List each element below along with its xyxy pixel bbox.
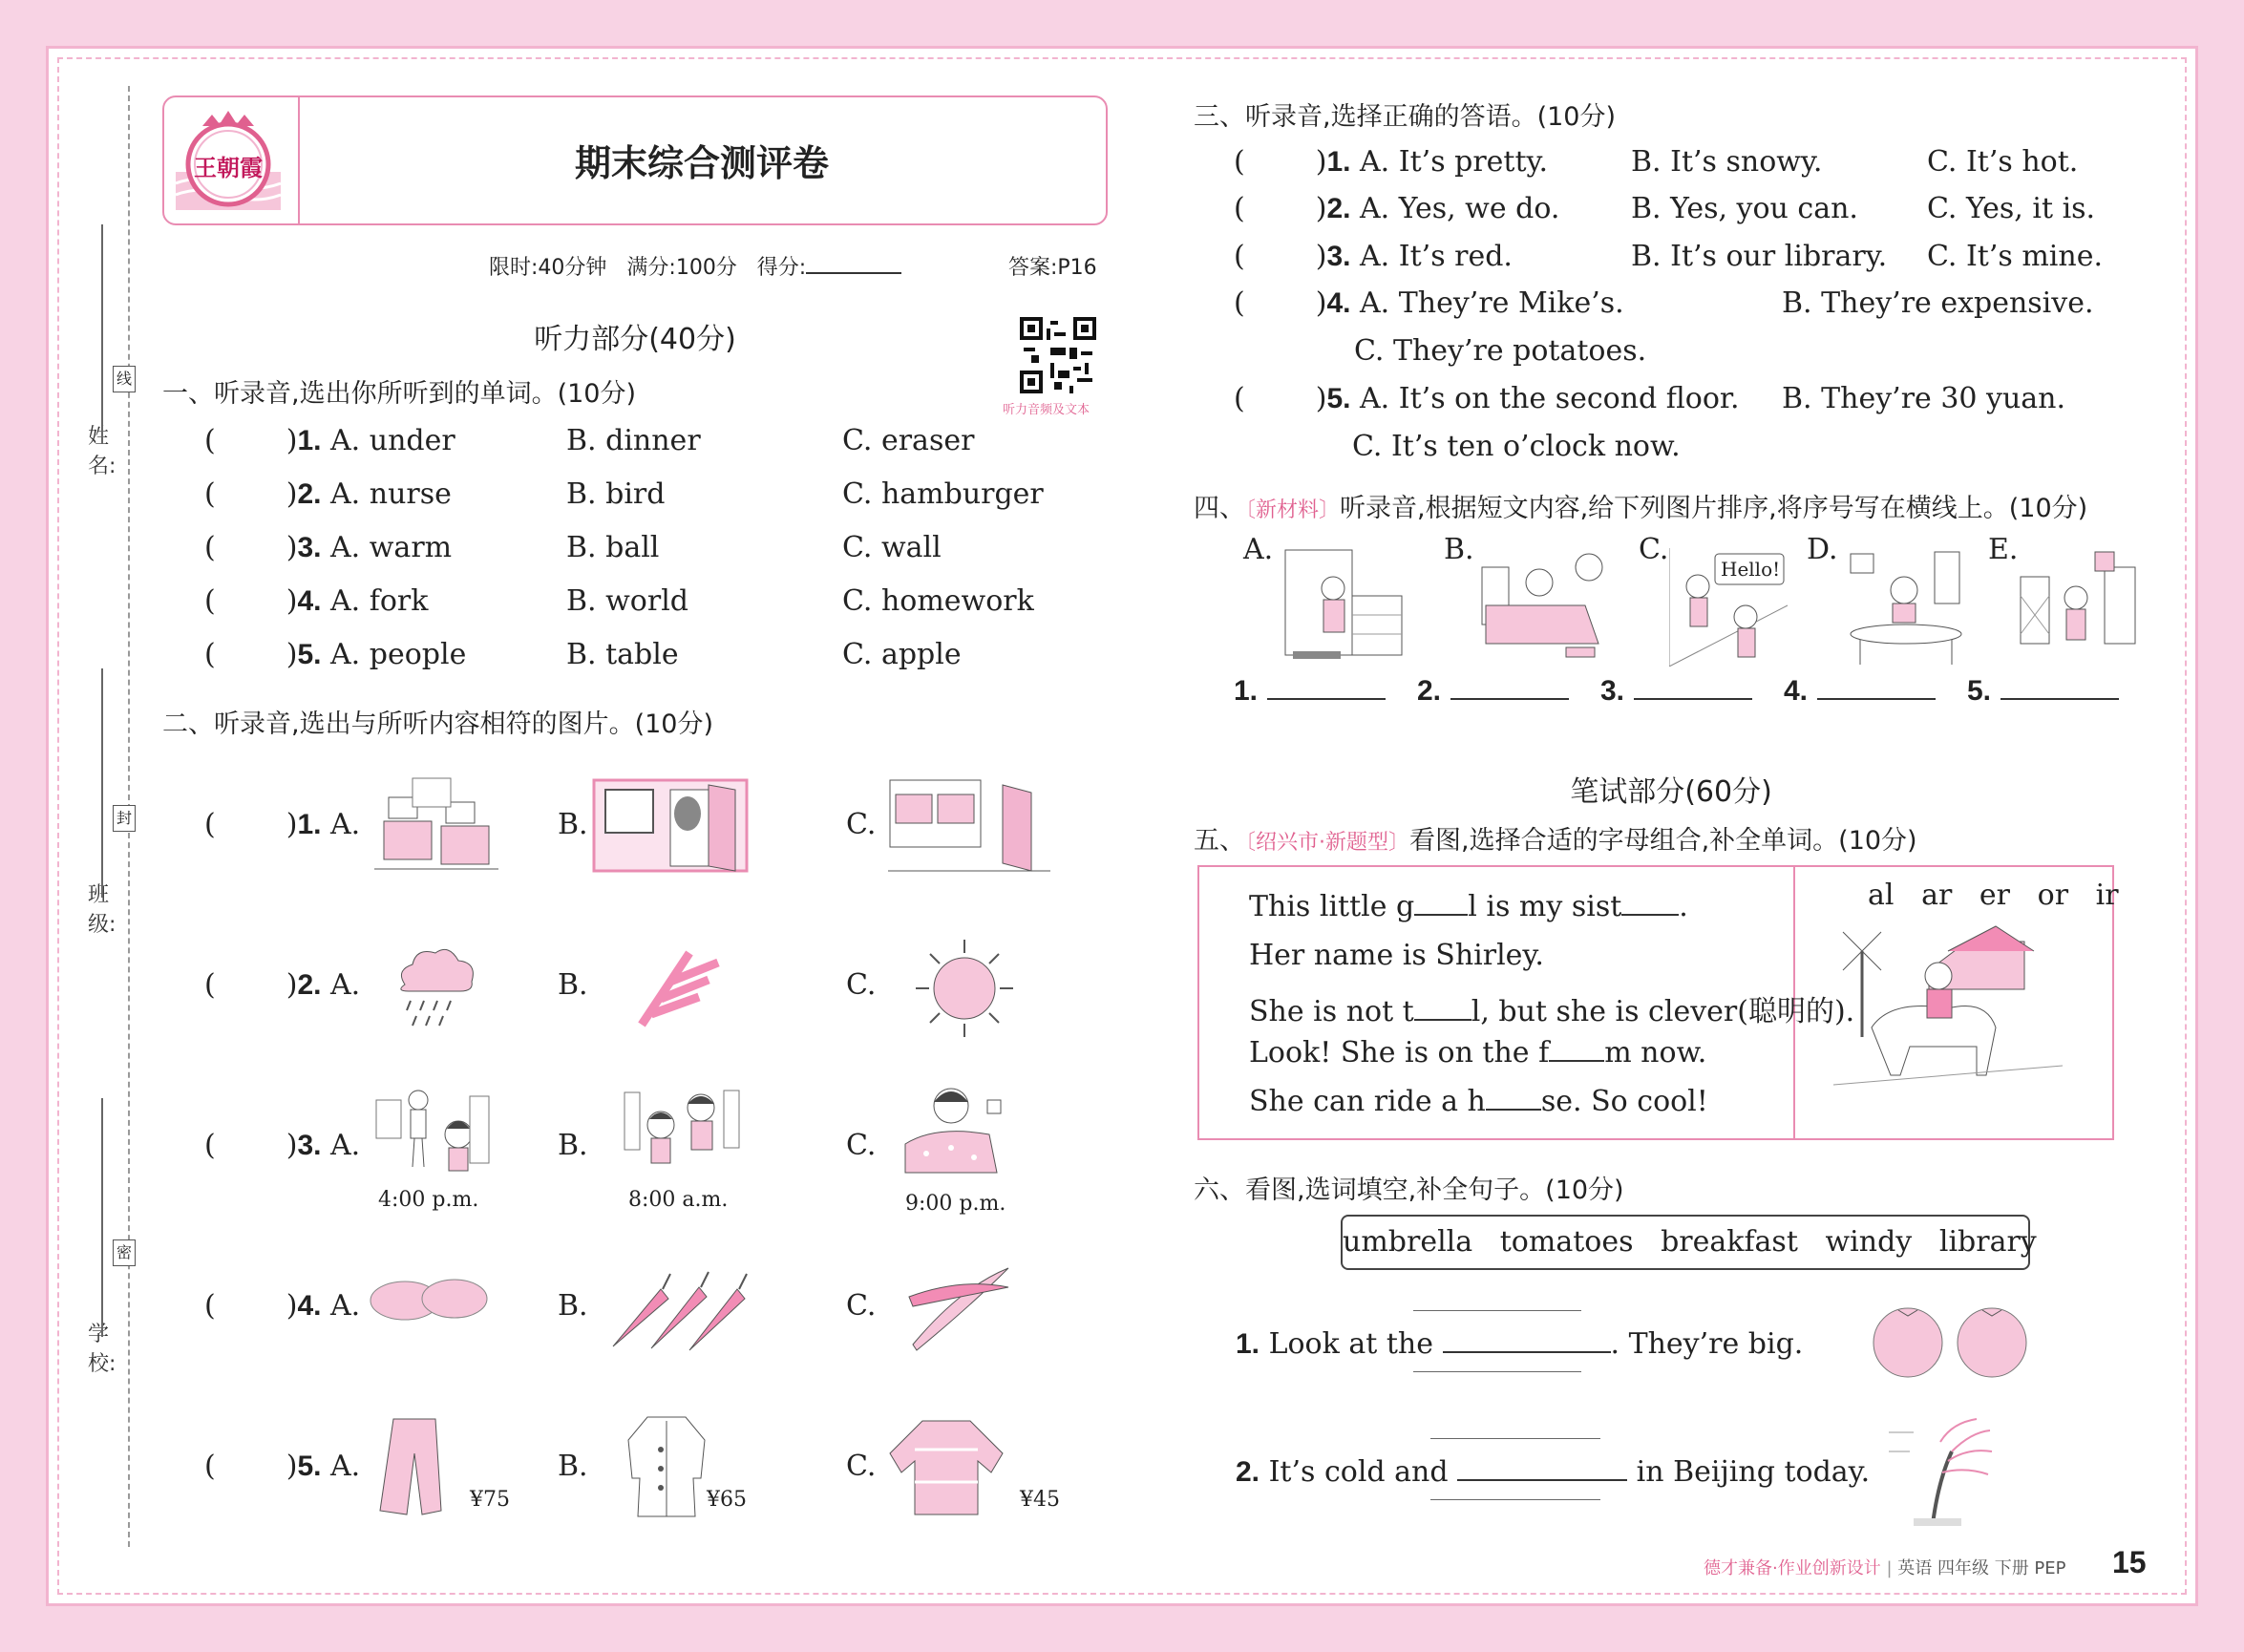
section-4-title: 四、〔新材料〕听录音,根据短文内容,给下列图片排序,将序号写在横线上。(10分) <box>1194 494 2088 523</box>
s6-blank-2[interactable] <box>1457 1479 1627 1481</box>
page-number: 15 <box>2112 1545 2147 1579</box>
s1-4-b: B. world <box>566 584 688 618</box>
s2-1-b-label: B. <box>558 808 588 841</box>
exam-meta: 限时:40分钟 满分:100分 得分: <box>489 251 901 281</box>
writing-heading: 笔试部分(60分) <box>1570 775 1772 809</box>
s3-item-5: ( )5. A. It’s on the second floor. <box>1234 382 1740 415</box>
s3-4-b: B. They’re expensive. <box>1782 286 2094 320</box>
s2-4-c-label: C. <box>846 1289 877 1323</box>
s4-answer-5: 5. <box>1967 674 2119 708</box>
s4-letter-d: D. <box>1807 533 1838 566</box>
s1-item-4: ( )4. A. fork <box>204 584 429 618</box>
s4-blank-5[interactable] <box>2001 698 2119 700</box>
s5-line-2: Her name is Shirley. <box>1249 939 1544 972</box>
s1-4-c: C. homework <box>842 584 1034 618</box>
s2-row-5: ( )5. A. <box>204 1450 361 1483</box>
s4-letter-c: C. <box>1639 533 1669 566</box>
s4-answer-2: 2. <box>1417 674 1569 708</box>
s2-1-c-label: C. <box>846 808 877 841</box>
price-c: ¥45 <box>1020 1488 1060 1512</box>
s3-2-c: C. Yes, it is. <box>1927 192 2096 225</box>
s2-2-b-label: B. <box>558 968 588 1002</box>
time-c: 9:00 p.m. <box>905 1192 1006 1216</box>
s6-question-2: 2. It’s cold and in Beijing today. <box>1236 1455 1871 1489</box>
s5-blank-5[interactable] <box>1486 1109 1541 1111</box>
rain-cloud-icon <box>386 942 481 1036</box>
s2-row-4: ( )4. A. <box>204 1289 361 1323</box>
time-a: 4:00 p.m. <box>378 1188 479 1212</box>
s1-item-2: ( )2. A. nurse <box>204 477 452 511</box>
afternoon-scene-image <box>370 1081 495 1190</box>
s1-item-5: ( )5. A. people <box>204 638 467 671</box>
sweater-image <box>884 1415 1008 1524</box>
qr-caption: 听力音频及文本 <box>1003 403 1090 417</box>
hello-bubble: Hello! <box>1721 558 1781 581</box>
s3-item-2: ( )2. A. Yes, we do. <box>1234 192 1560 225</box>
school-field[interactable] <box>101 1098 103 1337</box>
listening-heading: 听力部分(40分) <box>534 323 736 356</box>
s1-5-b: B. table <box>566 638 679 671</box>
s1-3-b: B. ball <box>566 531 660 564</box>
s2-row-1: ( )1. A. <box>204 808 361 841</box>
s3-1-c: C. It’s hot. <box>1927 145 2079 179</box>
seal-mark-2: 封 <box>113 805 136 832</box>
s5-line-4: Look! She is on the f m now. <box>1249 1036 1707 1070</box>
s1-3-c: C. wall <box>842 531 942 564</box>
s5-blank-1[interactable] <box>1414 914 1468 916</box>
s6-question-1: 1. Look at the . They’re big. <box>1236 1327 1804 1361</box>
s3-4-c: C. They’re potatoes. <box>1354 334 1647 368</box>
s5-line-1: This little g l is my sist . <box>1249 890 1688 923</box>
word-bank: umbrella tomatoes breakfast windy library <box>1341 1215 2030 1270</box>
classroom-door-image <box>888 775 1050 879</box>
s4-blank-1[interactable] <box>1267 698 1386 700</box>
page-title: 期末综合测评卷 <box>574 142 829 184</box>
s5-blank-3[interactable] <box>1414 1019 1471 1021</box>
s4-blank-3[interactable] <box>1634 698 1752 700</box>
name-label: 姓名: <box>88 425 116 478</box>
room-window-door-image <box>592 775 754 879</box>
green-beans-image <box>903 1259 1018 1358</box>
s6-blank-1[interactable] <box>1443 1351 1611 1353</box>
s4-letter-e: E. <box>1988 533 2019 566</box>
s3-1-b: B. It’s snowy. <box>1631 145 1823 179</box>
s4-answer-1: 1. <box>1234 674 1386 708</box>
windy-tree-image <box>1885 1413 2000 1532</box>
s1-2-c: C. hamburger <box>842 477 1044 511</box>
s3-5-b: B. They’re 30 yuan. <box>1782 382 2066 415</box>
s3-item-4: ( )4. A. They’re Mike’s. <box>1234 286 1624 320</box>
name-field[interactable] <box>101 224 103 444</box>
s2-3-c-label: C. <box>846 1129 877 1162</box>
potatoes-image <box>367 1270 491 1331</box>
footer-info: 德才兼备·作业创新设计 | 英语 四年级 下册 PEP <box>1704 1558 2066 1578</box>
tomatoes-image <box>1866 1303 2038 1383</box>
girl-riding-horse-image <box>1833 922 2063 1098</box>
s3-2-b: B. Yes, you can. <box>1631 192 1858 225</box>
s1-5-c: C. apple <box>842 638 962 671</box>
s3-item-3: ( )3. A. It’s red. <box>1234 240 1513 273</box>
s5-letter-options: al ar er or ir <box>1868 879 2119 912</box>
section-2-title: 二、听录音,选出与所听内容相符的图片。(10分) <box>162 710 714 739</box>
sun-icon <box>912 936 1017 1045</box>
s1-item-3: ( )3. A. warm <box>204 531 453 564</box>
carrots-image <box>603 1260 756 1360</box>
s5-line-3: She is not t l, but she is clever(聪明的). <box>1249 995 1855 1028</box>
class-field[interactable] <box>101 668 103 898</box>
s4-letter-a: A. <box>1243 533 1274 566</box>
section-3-title: 三、听录音,选择正确的答语。(10分) <box>1194 102 1617 132</box>
school-label: 学校: <box>88 1323 116 1376</box>
price-a: ¥75 <box>470 1488 510 1512</box>
seal-mark-1: 线 <box>113 366 136 392</box>
picture-a-door <box>1283 548 1404 667</box>
s4-answer-4: 4. <box>1784 674 1936 708</box>
s5-blank-2[interactable] <box>1621 914 1679 916</box>
s2-row-2: ( )2. A. <box>204 968 361 1002</box>
s2-4-b-label: B. <box>558 1289 588 1323</box>
section-5-title: 五、〔绍兴市·新题型〕看图,选择合适的字母组合,补全单词。(10分) <box>1194 826 1917 856</box>
class-label: 班级: <box>88 883 116 937</box>
s3-item-1: ( )1. A. It’s pretty. <box>1234 145 1549 179</box>
picture-e-school <box>2019 548 2137 670</box>
s2-3-b-label: B. <box>558 1129 588 1162</box>
s2-5-b-label: B. <box>558 1450 588 1483</box>
s4-answer-3: 3. <box>1600 674 1752 708</box>
section-1-title: 一、听录音,选出你所听到的单词。(10分) <box>162 379 637 409</box>
s4-letter-b: B. <box>1444 533 1474 566</box>
s3-3-b: B. It’s our library. <box>1631 240 1888 273</box>
s1-item-1: ( )1. A. under <box>204 424 455 457</box>
s2-2-c-label: C. <box>846 968 877 1002</box>
s3-3-c: C. It’s mine. <box>1927 240 2103 273</box>
s4-blank-4[interactable] <box>1817 698 1936 700</box>
s1-1-b: B. dinner <box>566 424 701 457</box>
logo-text: 王朝霞 <box>194 155 263 181</box>
trousers-image <box>374 1415 451 1524</box>
answer-ref: 答案:P16 <box>1008 256 1097 280</box>
s2-5-c-label: C. <box>846 1450 877 1483</box>
picture-b-bedroom <box>1480 548 1614 667</box>
office-desks-image <box>374 773 498 882</box>
s5-line-5: She can ride a h se. So cool! <box>1249 1085 1708 1118</box>
s4-blank-2[interactable] <box>1450 698 1569 700</box>
morning-scene-image <box>621 1081 745 1190</box>
score-field[interactable] <box>806 272 901 274</box>
picture-d-breakfast <box>1849 548 1963 670</box>
windy-symbol-icon <box>632 943 728 1033</box>
brand-logo <box>176 105 281 216</box>
price-b: ¥65 <box>707 1488 747 1512</box>
s2-row-3: ( )3. A. <box>204 1129 361 1162</box>
s3-5-c: C. It’s ten o’clock now. <box>1352 430 1681 463</box>
section-6-title: 六、看图,选词填空,补全句子。(10分) <box>1194 1175 1624 1205</box>
seal-mark-3: 密 <box>113 1239 136 1266</box>
s1-1-c: C. eraser <box>842 424 975 457</box>
title-box <box>162 95 1108 225</box>
time-b: 8:00 a.m. <box>628 1188 729 1212</box>
coat-image <box>619 1411 714 1525</box>
s5-blank-4[interactable] <box>1549 1060 1604 1062</box>
s1-2-b: B. bird <box>566 477 666 511</box>
bedtime-scene-image <box>898 1081 1012 1190</box>
